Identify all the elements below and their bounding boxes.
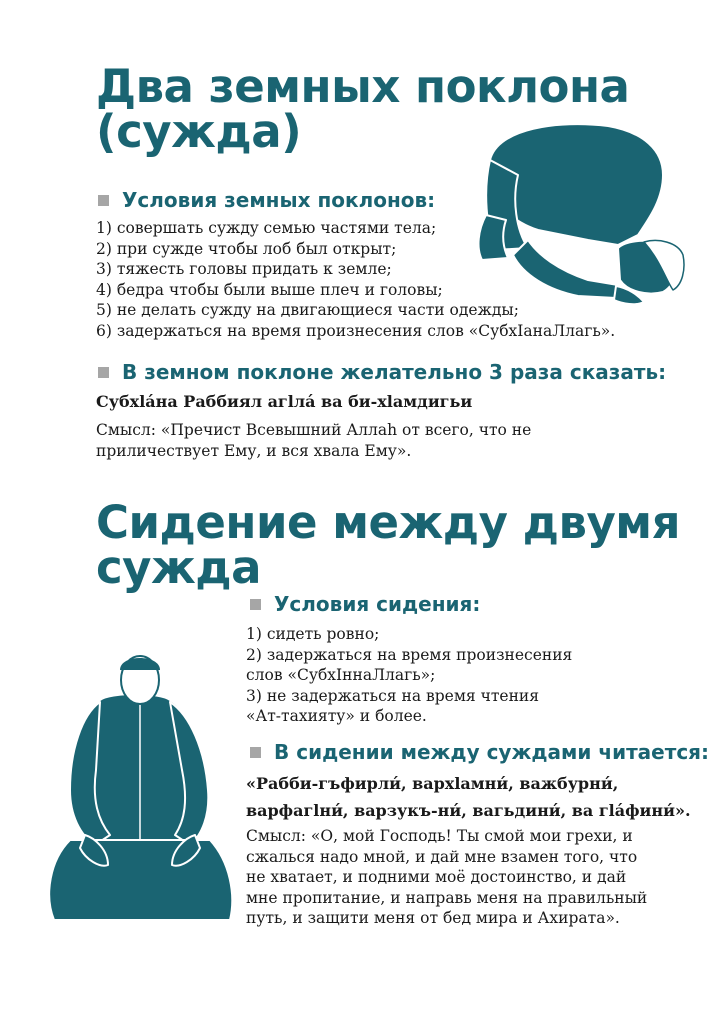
section1-conditions-list: [96, 218, 615, 341]
section1-title-line1: Два земных поклона: [96, 60, 630, 113]
bullet-square-icon: [250, 747, 261, 758]
section2-recitation: «Рабби-гъфирли́, вархlамни́, важбурни́, варфагlни́, варзукъ-ни́, вагьдини́, ва гlа́фини́».: [246, 774, 691, 820]
section1-title-line2: (суждa): [96, 105, 302, 158]
list-item: 6) задержаться на время произнесения слов «СубхIанаЛлагь».: [96, 321, 616, 340]
list-item: 1) сидеть ровно;: [246, 625, 380, 643]
list-item: слов «СубхIннаЛлагь»;: [246, 666, 436, 684]
section2-title-line2: суждa: [96, 541, 261, 594]
list-item: 4) бедра чтобы были выше плеч и головы;: [96, 280, 443, 299]
list-item: 2) задержаться на время произнесения: [246, 645, 573, 664]
bullet-square-icon: [98, 367, 109, 378]
section2-conditions-heading: Условия сидения:: [250, 592, 480, 616]
section2-recite-heading: В сидении между суждами читается:: [250, 740, 709, 764]
list-item: 2) при сужде чтобы лоб был открыт;: [96, 239, 397, 258]
list-item: «Ат-тахияту» и более.: [246, 707, 427, 725]
list-item: 3) не задержаться на время чтения: [246, 686, 540, 705]
list-item: 1) совершать суждy семью частями тела;: [96, 219, 437, 237]
section2-meaning: Смысл: «О, мой Господь! Ты смой мои грехи, и сжалься надо мной, и дай мне взамен того, что не хватает, и подними моё достоинство, и дай мне пропитание, и направь меня на правильный путь, и защити меня от бед мира и Ахирата».: [246, 827, 648, 927]
section1-meaning: Смысл: «Пречист Всевышний Аллаh от всего, что не приличествует Ему, и вся хвала Ему».: [96, 421, 532, 460]
list-item: 5) не делать суждy на двигающиеся части одежды;: [96, 301, 519, 319]
list-item: 3) тяжесть головы придать к земле;: [96, 260, 392, 278]
bullet-square-icon: [98, 195, 109, 206]
section1-recite-heading: В земном поклоне желательно 3 раза сказать:: [98, 360, 666, 384]
section1-recitation: Субхlа́на Раббиял агlла́ ва би-хlамдигьи: [96, 392, 473, 411]
section2-conditions-list: [246, 624, 572, 727]
sitting-man-illustration: [40, 640, 240, 930]
section1-conditions-heading: Условия земных поклонов:: [98, 188, 435, 212]
section2-title: [96, 496, 680, 594]
section2-title-line1: Сидение между двумя: [96, 496, 680, 549]
bullet-square-icon: [250, 599, 261, 610]
